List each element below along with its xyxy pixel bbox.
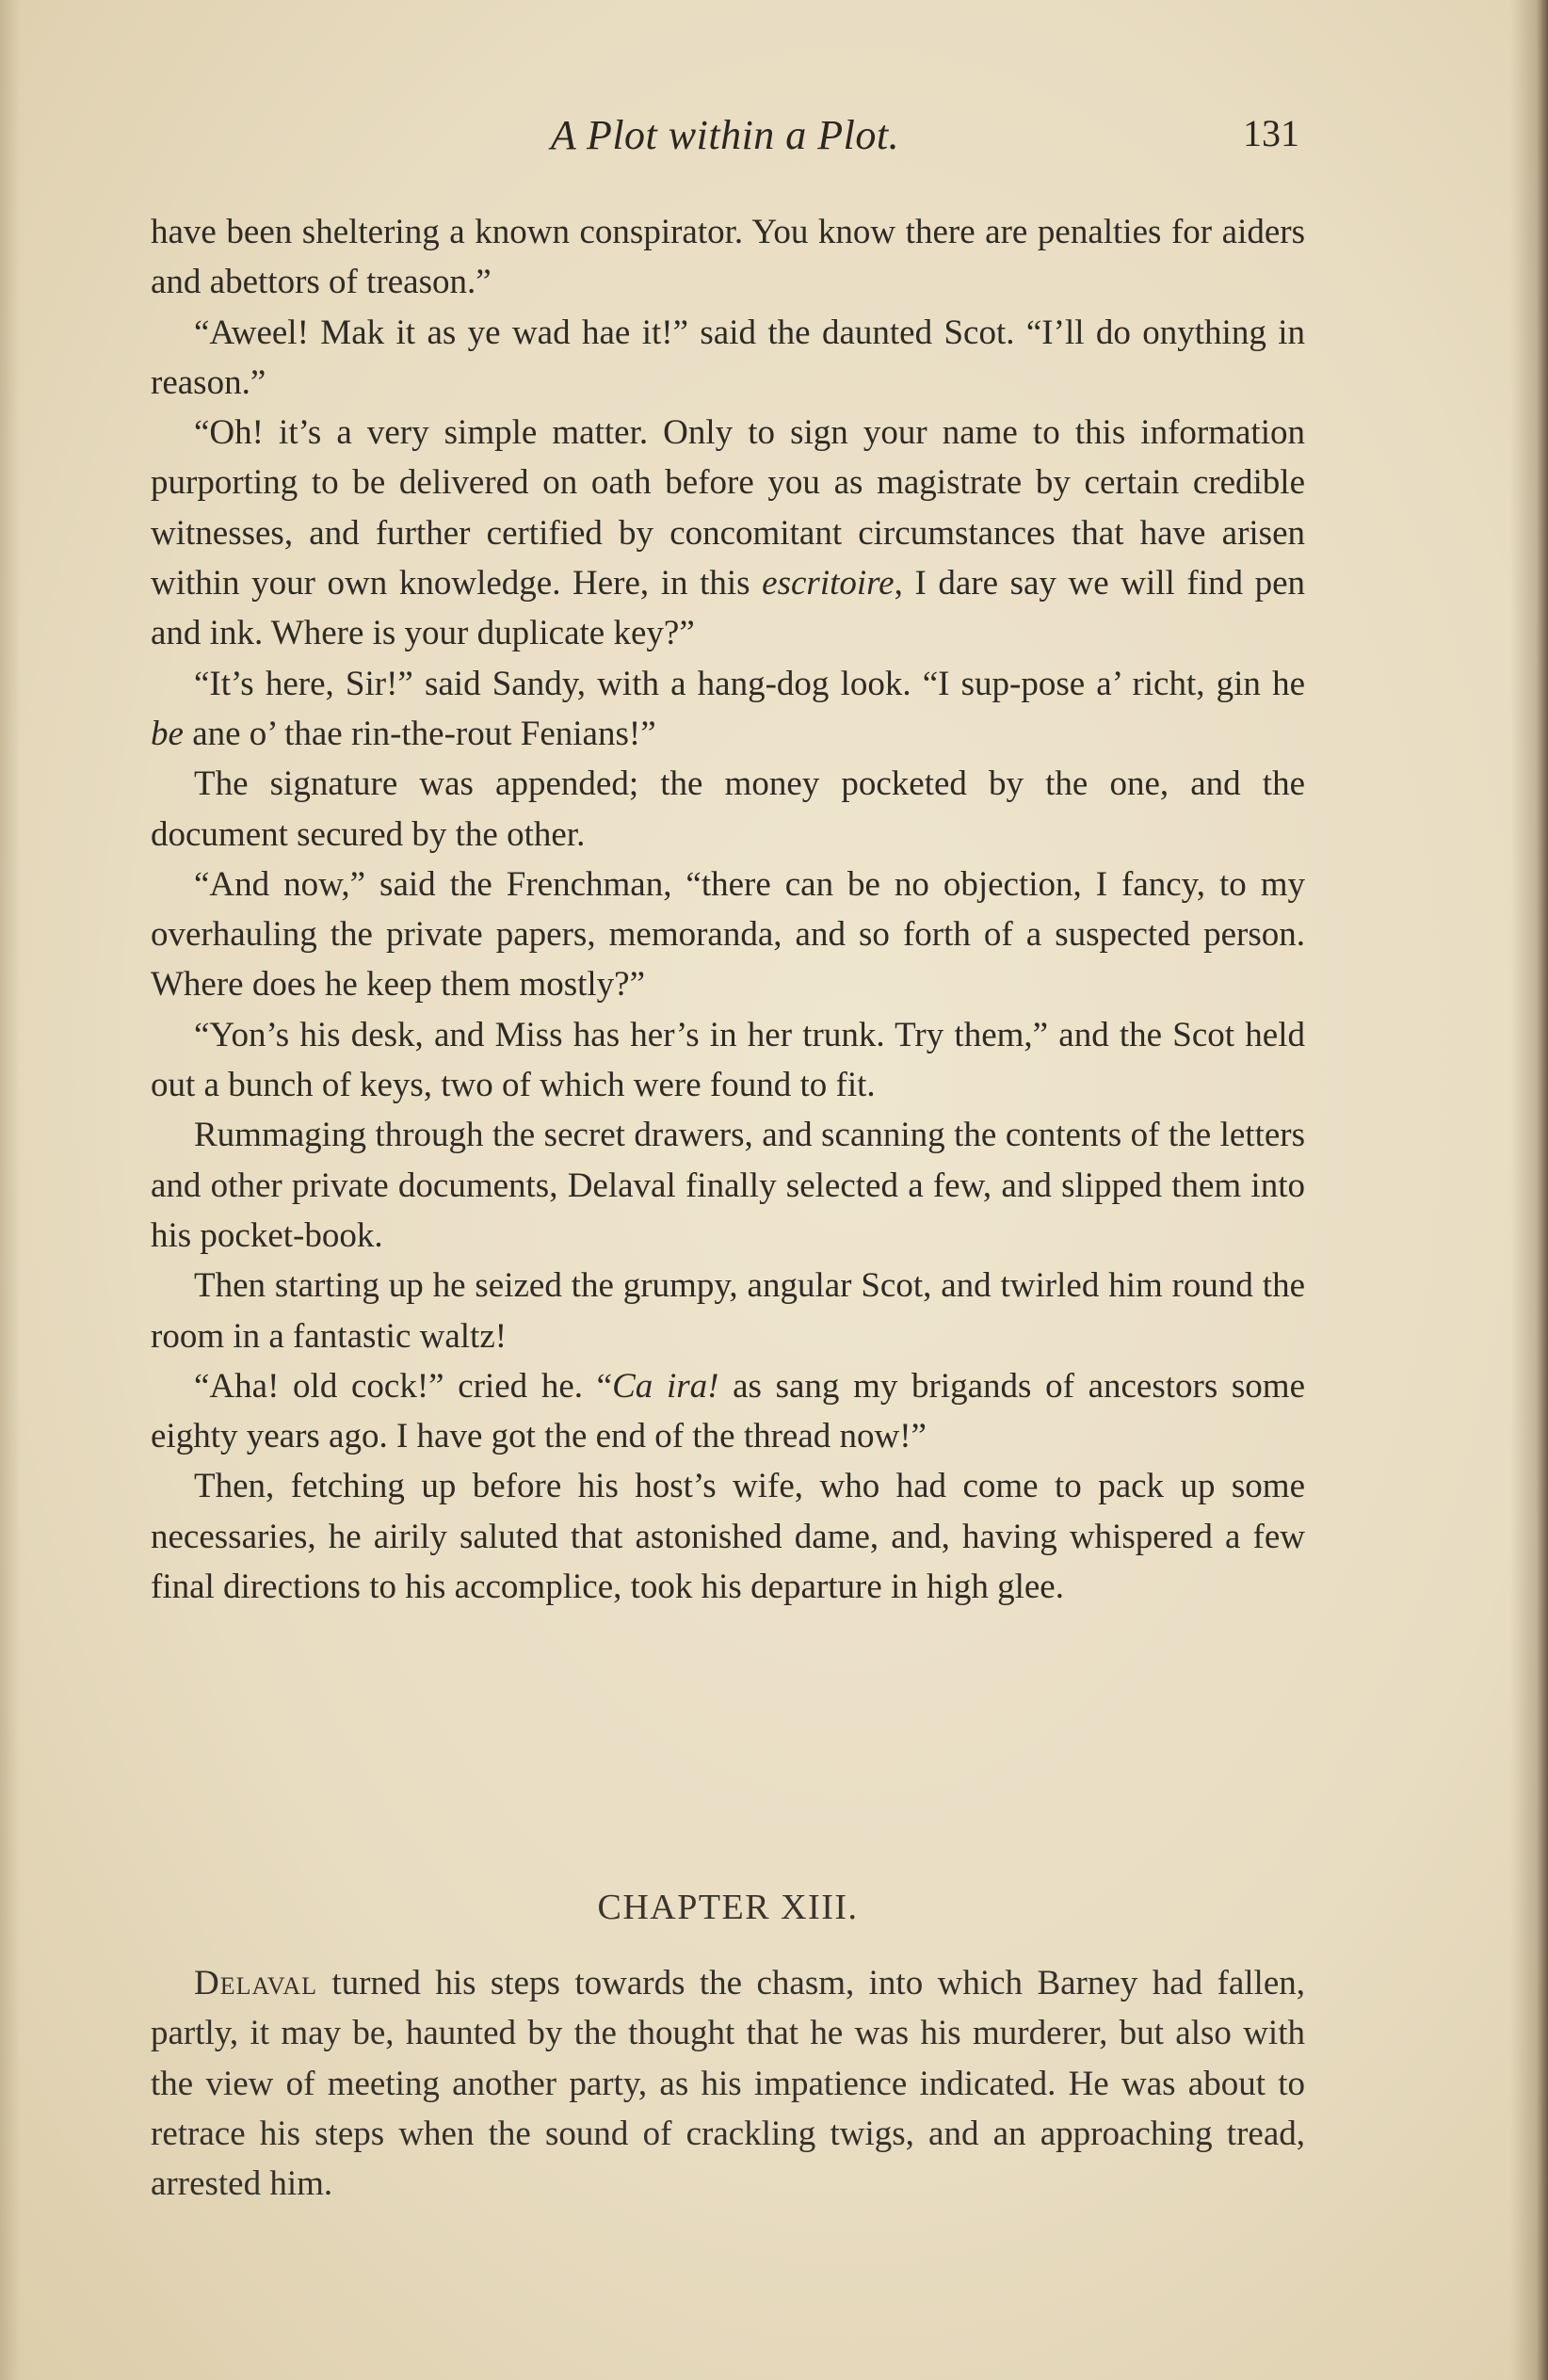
paragraph — [151, 1361, 1305, 1462]
italic-text: Ca ira! — [612, 1366, 719, 1406]
text-run: , I dare say we will find pen and ink. Where is your duplicate key?” — [151, 564, 1305, 653]
text-run: Rummaging through the secret drawers, and scanning the contents of the letters and other private documents, Delaval finally selected a few, and slipped them into his pocket-book. — [151, 1116, 1305, 1255]
text-run: Then, fetching up before his host’s wife, who had come to pack up some necessaries, he airily saluted that astonished dame, and, having whispered a few final directions to his accomplice, took his departure in high glee. — [151, 1467, 1305, 1607]
paragraph — [151, 408, 1305, 658]
page-left-edge — [0, 0, 21, 2380]
text-run: The signature was appended; the money pocketed by the one, and the document secured by the other. — [151, 764, 1305, 854]
paragraph — [151, 1010, 1305, 1111]
paragraph — [151, 308, 1305, 409]
page-header — [151, 111, 1299, 177]
paragraph — [151, 1261, 1305, 1361]
paragraph — [151, 860, 1305, 1010]
page-number: 131 — [1243, 112, 1299, 154]
chapter-opening-text: turned his steps towards the chasm, into which Barney had fallen, partly, it may be, haunted by the thought that he was his murderer, but also with the view of meeting another party, as his impatience indicated. He was about to retrace his steps when the sound of crackling twigs, and an approaching tread, arrested him. — [151, 1964, 1305, 2204]
text-run: “Aha! old cock!” cried he. “ — [194, 1366, 613, 1406]
text-run: “And now,” said the Frenchman, “there can be no objection, I fancy, to my overhauling the private papers, memoranda, and so forth of a suspected person. Where does he keep them mostly?” — [151, 864, 1305, 1005]
paragraph — [151, 659, 1305, 760]
chapter-paragraph — [151, 1958, 1305, 2209]
text-run: Then starting up he seized the grumpy, angular Scot, and twirled him round the room in a fantastic waltz! — [151, 1266, 1305, 1356]
chapter-opening-word: Delaval — [194, 1964, 317, 2002]
text-run: “Oh! it’s a very simple matter. Only to sign your name to this information purporting to be delivered on oath before you as magistrate by certain credible witnesses, and further certified by concomitant circumstances that have arisen within your own knowledge. Here, in this — [151, 413, 1305, 603]
spine-shadow — [1510, 0, 1548, 2380]
body-text — [151, 207, 1305, 1612]
text-run: “Yon’s his desk, and Miss has her’s in her trunk. Try them,” and the Scot held out a bunch of keys, two of which were found to fit. — [151, 1015, 1305, 1105]
text-run: “It’s here, Sir!” said Sandy, with a hang-dog look. “I sup-pose a’ richt, gin he — [194, 664, 1305, 703]
italic-text: be — [151, 714, 184, 753]
text-run: have been sheltering a known conspirator. You know there are penalties for aiders and abettors of treason.” — [151, 213, 1305, 302]
text-run: “Aweel! Mak it as ye wad hae it!” said the daunted Scot. “I’ll do onything in reason.” — [151, 313, 1305, 402]
text-run: as sang my brigands of ancestors some eighty years ago. I have got the end of the thread now!” — [151, 1366, 1306, 1456]
paragraph — [151, 1461, 1305, 1612]
paragraph — [151, 207, 1305, 308]
paragraph — [151, 1110, 1305, 1261]
paragraph — [151, 759, 1305, 860]
italic-text: escritoire — [762, 564, 895, 603]
text-run: ane o’ thae rin-the-rout Fenians!” — [183, 714, 656, 753]
chapter-opening — [151, 1958, 1305, 2209]
running-title: A Plot within a Plot. — [550, 112, 900, 158]
chapter-heading: CHAPTER XIII. — [597, 1888, 859, 1927]
